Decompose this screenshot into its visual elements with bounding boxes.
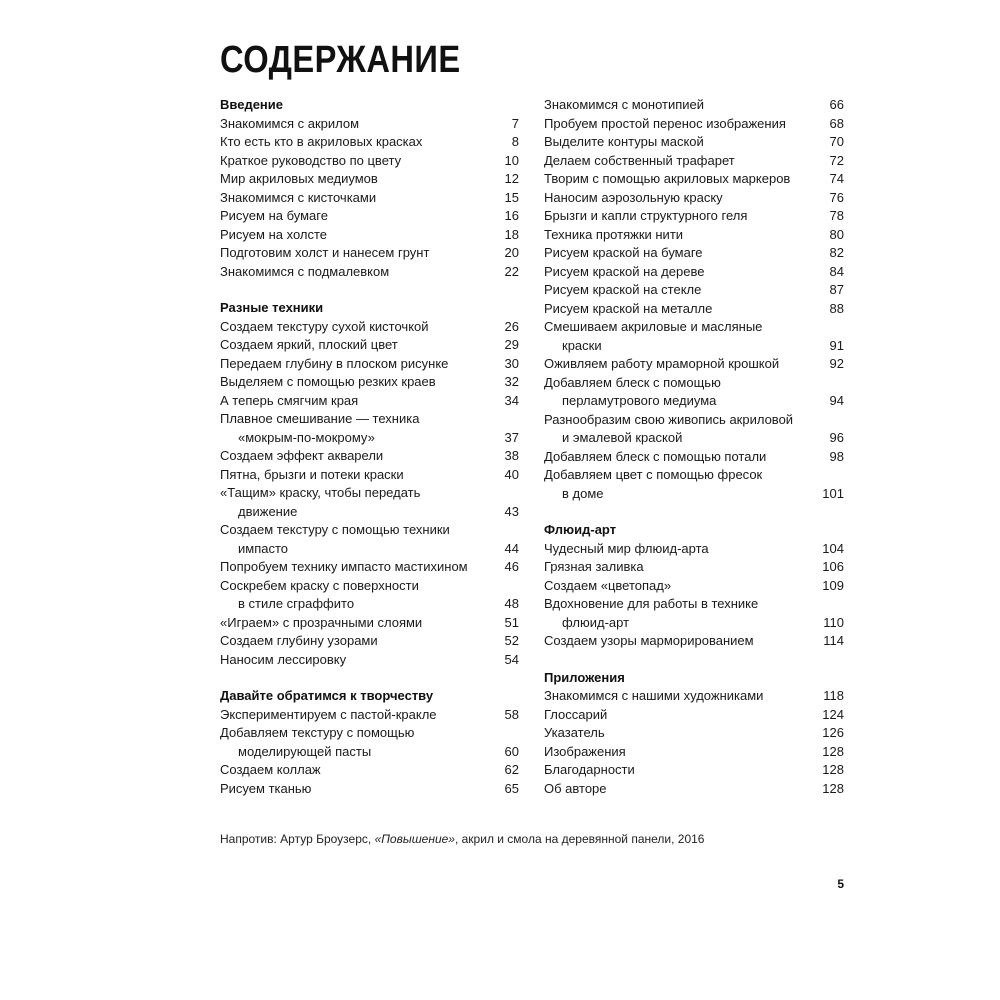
section-heading: Приложения	[544, 669, 625, 685]
toc-section	[544, 96, 844, 503]
toc-entry-line: Создаем эффект акварели	[220, 448, 384, 463]
toc-entry[interactable]	[220, 466, 519, 485]
toc-entry[interactable]	[220, 152, 519, 171]
toc-entry[interactable]	[220, 392, 519, 411]
toc-page-number: 70	[829, 134, 844, 149]
toc-entry-title	[220, 410, 419, 447]
toc-entry-title	[544, 558, 644, 577]
toc-entry[interactable]	[220, 761, 519, 780]
toc-entry[interactable]	[544, 226, 844, 245]
toc-entry-line: Разнообразим свою живопись акриловой	[544, 411, 794, 427]
toc-entry-line: Знакомимся с кисточками	[220, 189, 377, 205]
toc-entry-title	[220, 761, 321, 780]
toc-page-number: 8	[511, 134, 519, 149]
toc-page-number: 124	[822, 706, 844, 722]
toc-entry-line: Добавляем блеск с помощью потали	[544, 448, 767, 464]
toc-page-number: 98	[829, 448, 844, 464]
toc-entry[interactable]	[220, 263, 519, 282]
section-heading: Давайте обратимся к творчеству	[220, 688, 434, 703]
toc-entry[interactable]	[544, 577, 844, 596]
page-number: 5	[837, 877, 844, 891]
toc-entry[interactable]	[220, 724, 519, 761]
toc-entry[interactable]	[544, 244, 844, 263]
toc-entry-title	[220, 466, 404, 485]
caption-prefix: Напротив: Артур Броузерс,	[220, 832, 375, 846]
toc-page-number: 76	[829, 189, 844, 205]
toc-entry[interactable]	[544, 207, 844, 226]
toc-page-number: 84	[829, 263, 844, 279]
toc-entry[interactable]	[544, 687, 844, 706]
toc-entry-title	[220, 318, 429, 337]
toc-page-number: 52	[504, 633, 519, 648]
toc-entry-title	[220, 189, 376, 208]
toc-entry-line: Передаем глубину в плоском рисунке	[220, 355, 449, 371]
toc-entry-line: Об авторе	[544, 780, 607, 796]
toc-entry-title	[544, 281, 701, 300]
toc-entry-line: Выделяем с помощью резких краев	[220, 374, 436, 389]
toc-entry-line: «Тащим» краску, чтобы передать	[220, 485, 421, 500]
toc-entry-title	[220, 336, 398, 355]
toc-entry[interactable]	[544, 115, 844, 134]
toc-page-number: 7	[511, 115, 519, 131]
toc-page-number: 46	[504, 559, 519, 574]
toc-page-number: 54	[504, 651, 519, 667]
toc-entry-title	[220, 651, 346, 670]
toc-entry[interactable]	[220, 336, 519, 355]
toc-page-number: 58	[504, 706, 519, 722]
toc-entry-line: Создаем «цветопад»	[544, 577, 672, 593]
toc-entry-line: Кто есть кто в акриловых красках	[220, 134, 423, 149]
toc-section	[544, 669, 844, 799]
toc-entry-title	[544, 724, 605, 743]
toc-entry-line-continued: импасто	[238, 540, 289, 556]
toc-section	[220, 299, 519, 669]
toc-entry[interactable]	[544, 540, 844, 559]
toc-entry-line: Брызги и капли структурного геля	[544, 208, 748, 223]
toc-entry-title	[544, 448, 766, 467]
toc-page-number: 40	[504, 466, 519, 482]
toc-entry-title	[220, 152, 401, 171]
toc-page-number: 128	[822, 762, 844, 777]
toc-entry-title	[220, 207, 328, 226]
toc-entry-line: Попробуем технику импасто мастихином	[220, 559, 468, 574]
figure-caption	[220, 832, 704, 846]
toc-entry-line: Добавляем текстуру с помощью	[220, 725, 415, 740]
toc-page-number: 32	[504, 374, 519, 389]
toc-entry-line: Создаем узоры марморированием	[544, 633, 754, 648]
toc-entry-line: Экспериментируем с пастой-кракле	[220, 706, 437, 722]
toc-entry-title	[544, 595, 758, 632]
toc-entry-line: Наносим аэрозольную краску	[544, 189, 723, 205]
toc-entry-line: Выделите контуры маской	[544, 134, 704, 149]
toc-entry-line: Вдохновение для работы в технике	[544, 596, 759, 611]
toc-entry-title	[544, 466, 762, 503]
toc-page-number: 114	[823, 633, 844, 648]
toc-page-number: 15	[504, 189, 519, 205]
toc-entry[interactable]	[544, 374, 844, 411]
toc-entry-line-continued: в доме	[562, 485, 604, 501]
toc-entry[interactable]	[220, 651, 519, 670]
toc-entry-title	[220, 521, 450, 558]
toc-entry[interactable]	[220, 373, 519, 392]
toc-entry[interactable]	[220, 447, 519, 466]
toc-page-number: 16	[504, 208, 519, 223]
toc-entry-title	[544, 374, 721, 411]
toc-page-number: 128	[822, 780, 844, 796]
toc-entry-title	[544, 207, 747, 226]
toc-entry[interactable]	[220, 226, 519, 245]
toc-page-number: 62	[504, 762, 519, 777]
toc-entry[interactable]	[544, 133, 844, 152]
toc-page-number: 10	[504, 152, 519, 168]
toc-page-number: 106	[822, 559, 844, 574]
toc-entry-line: Создаем яркий, плоский цвет	[220, 337, 398, 352]
toc-entry-title	[544, 577, 671, 596]
toc-entry-line: Знакомимся с подмалевком	[220, 263, 390, 279]
toc-entry[interactable]	[220, 706, 519, 725]
toc-entry-title	[544, 632, 754, 651]
toc-entry[interactable]	[220, 780, 519, 799]
toc-entry[interactable]	[544, 466, 844, 503]
toc-entry[interactable]	[220, 244, 519, 263]
toc-entry-title	[220, 780, 311, 799]
toc-entry-line: Рисуем на холсте	[220, 226, 328, 242]
toc-entry-line: Грязная заливка	[544, 559, 644, 574]
toc-entry-title	[544, 706, 607, 725]
toc-entry-title	[544, 743, 626, 762]
toc-entry-title	[544, 540, 709, 559]
toc-entry-title	[220, 244, 429, 263]
toc-entry[interactable]	[544, 96, 844, 115]
toc-entry[interactable]	[544, 761, 844, 780]
section-heading: Флюид-арт	[544, 522, 617, 537]
toc-entry-title	[544, 133, 704, 152]
toc-page-number: 43	[504, 503, 519, 519]
toc-entry-line: Создаем глубину узорами	[220, 633, 378, 648]
toc-page-number: 109	[822, 577, 844, 593]
toc-entry[interactable]	[544, 706, 844, 725]
toc-entry-line: Подготовим холст и нанесем грунт	[220, 245, 430, 260]
toc-entry-line-continued: краски	[562, 337, 602, 353]
toc-entry-line-continued: моделирующей пасты	[238, 743, 372, 759]
toc-entry-title	[544, 300, 712, 319]
toc-entry-line: Знакомимся с акрилом	[220, 115, 360, 131]
toc-entry[interactable]	[220, 521, 519, 558]
toc-entry-line: Рисуем на бумаге	[220, 208, 328, 223]
toc-entry-title	[544, 226, 683, 245]
toc-entry-title	[220, 724, 414, 761]
toc-entry-line-continued: «мокрым-по-мокрому»	[238, 429, 375, 445]
toc-entry-line: Плавное смешивание — техника	[220, 411, 420, 426]
toc-entry[interactable]	[544, 595, 844, 632]
toc-page-number: 92	[829, 356, 844, 371]
toc-entry-line-continued: перламутрового медиума	[562, 393, 717, 408]
toc-page-number: 29	[504, 337, 519, 352]
toc-entry[interactable]	[544, 558, 844, 577]
toc-entry-title	[220, 577, 419, 614]
toc-page-number: 12	[504, 171, 519, 186]
toc-entry-line: Глоссарий	[544, 706, 608, 722]
toc-entry[interactable]	[544, 300, 844, 319]
toc-section	[544, 521, 844, 651]
toc-entry-line: Создаем коллаж	[220, 762, 321, 777]
toc-entry-title	[220, 373, 436, 392]
toc-page-number: 38	[504, 448, 519, 463]
toc-page-number: 110	[823, 614, 844, 630]
toc-section	[220, 96, 519, 281]
toc-entry-title	[220, 484, 420, 521]
toc-entry-line: Создаем текстуру сухой кисточкой	[220, 318, 429, 334]
toc-entry-title	[544, 355, 779, 374]
toc-entry[interactable]	[544, 411, 844, 448]
toc-entry-title	[544, 263, 704, 282]
toc-entry-title	[544, 411, 793, 448]
toc-left-column	[220, 96, 519, 816]
toc-page-number: 94	[829, 393, 844, 408]
toc-page-number: 51	[504, 614, 519, 630]
toc-entry[interactable]	[220, 632, 519, 651]
toc-entry[interactable]	[544, 355, 844, 374]
toc-page-number: 78	[829, 208, 844, 223]
toc-entry-line: Благодарности	[544, 762, 635, 777]
page-title: СОДЕРЖАНИЕ	[220, 39, 461, 81]
toc-page-number: 87	[829, 282, 844, 297]
toc-page-number: 126	[822, 725, 844, 740]
toc-entry-title	[544, 780, 607, 799]
toc-page-number: 91	[829, 337, 844, 353]
toc-page-number: 128	[822, 743, 844, 759]
toc-section	[220, 687, 519, 798]
toc-page-number: 34	[504, 392, 519, 408]
caption-work-title: «Повышение»	[374, 832, 455, 846]
toc-page-number: 68	[829, 115, 844, 131]
toc-entry[interactable]	[544, 632, 844, 651]
toc-page-number: 104	[822, 540, 844, 556]
toc-entry-line: Мир акриловых медиумов	[220, 171, 378, 186]
toc-entry-line: А теперь смягчим края	[220, 392, 359, 408]
toc-entry[interactable]	[544, 780, 844, 799]
toc-page-number: 96	[829, 430, 844, 445]
toc-page-number: 88	[829, 300, 844, 316]
toc-entry-line: Оживляем работу мраморной крошкой	[544, 356, 780, 371]
toc-page-number: 82	[829, 245, 844, 260]
toc-page-number: 37	[504, 429, 519, 445]
toc-entry-title	[220, 392, 358, 411]
toc-entry-title	[220, 706, 437, 725]
toc-entry[interactable]	[544, 281, 844, 300]
toc-entry[interactable]	[544, 170, 844, 189]
toc-entry[interactable]	[220, 558, 519, 577]
toc-entry-line: «Играем» с прозрачными слоями	[220, 614, 423, 630]
toc-entry[interactable]	[544, 189, 844, 208]
toc-entry-line: Пробуем простой перенос изображения	[544, 115, 786, 131]
toc-entry-line-continued: флюид-арт	[562, 614, 630, 630]
toc-entry[interactable]	[544, 448, 844, 467]
toc-entry-line: Указатель	[544, 725, 605, 740]
toc-entry-title	[220, 115, 359, 134]
toc-page-number: 22	[504, 263, 519, 279]
toc-entry-title	[544, 244, 703, 263]
caption-suffix: , акрил и смола на деревянной панели, 2016	[454, 832, 705, 846]
toc-page-number: 101	[822, 485, 844, 501]
toc-entry[interactable]	[544, 152, 844, 171]
section-heading: Разные техники	[220, 300, 324, 315]
toc-entry-line: Рисуем тканью	[220, 780, 312, 796]
toc-entry-line: Делаем собственный трафарет	[544, 152, 735, 168]
toc-entry[interactable]	[544, 318, 844, 355]
toc-page-number: 20	[504, 245, 519, 260]
toc-entry-line-continued: и эмалевой краской	[562, 430, 683, 445]
toc-entry-title	[544, 687, 763, 706]
toc-right-column	[544, 96, 844, 816]
toc-entry-title	[544, 96, 704, 115]
section-heading: Введение	[220, 97, 283, 112]
toc-page-number: 118	[823, 688, 844, 703]
toc-entry-line: Наносим лессировку	[220, 651, 347, 667]
toc-entry[interactable]	[220, 207, 519, 226]
toc-entry-line: Рисуем краской на металле	[544, 300, 713, 316]
toc-entry-title	[220, 447, 383, 466]
toc-entry[interactable]	[220, 318, 519, 337]
toc-entry-line: Знакомимся с нашими художниками	[544, 688, 764, 703]
toc-entry-title	[220, 133, 422, 152]
toc-entry-line: Создаем текстуру с помощью техники	[220, 522, 450, 537]
toc-page-number: 74	[829, 171, 844, 186]
toc-page-number: 65	[504, 780, 519, 796]
toc-entry-title	[220, 226, 327, 245]
toc-entry-line: Пятна, брызги и потеки краски	[220, 466, 404, 482]
toc-page-number: 48	[504, 596, 519, 611]
toc-entry-title	[220, 355, 448, 374]
toc-entry-line: Смешиваем акриловые и масляные	[544, 319, 763, 334]
toc-entry[interactable]	[220, 484, 519, 521]
toc-page-number: 72	[829, 152, 844, 168]
toc-entry[interactable]	[544, 263, 844, 282]
toc-entry-title	[544, 318, 762, 355]
toc-entry-line: Рисуем краской на дереве	[544, 263, 705, 279]
toc-entry[interactable]	[220, 614, 519, 633]
toc-entry[interactable]	[220, 115, 519, 134]
toc-entry[interactable]	[544, 743, 844, 762]
toc-entry-line: Соскребем краску с поверхности	[220, 577, 419, 593]
toc-page-number: 80	[829, 226, 844, 242]
toc-entry-line: Чудесный мир флюид-арта	[544, 540, 709, 556]
toc-entry-title	[220, 170, 378, 189]
toc-entry-line: Техника протяжки нити	[544, 226, 684, 242]
toc-entry[interactable]	[220, 189, 519, 208]
toc-entry-line: Рисуем краской на стекле	[544, 282, 702, 297]
toc-entry-line: Знакомимся с монотипией	[544, 97, 705, 112]
toc-page-number: 44	[504, 540, 519, 556]
toc-page-number: 18	[504, 226, 519, 242]
toc-entry-line: Краткое руководство по цвету	[220, 152, 402, 168]
toc-page-number: 66	[829, 97, 844, 112]
toc-entry-line: Рисуем краской на бумаге	[544, 245, 703, 260]
toc-entry-title	[544, 189, 723, 208]
toc-entry[interactable]	[220, 133, 519, 152]
toc-entry-line-continued: движение	[238, 503, 298, 519]
toc-page-number: 26	[504, 318, 519, 334]
toc-entry[interactable]	[220, 170, 519, 189]
toc-entry-title	[220, 632, 378, 651]
toc-page-number: 60	[504, 743, 519, 759]
toc-entry[interactable]	[220, 355, 519, 374]
toc-entry-line: Добавляем блеск с помощью	[544, 374, 721, 390]
toc-entry-line: Творим с помощью акриловых маркеров	[544, 171, 791, 186]
toc-entry-title	[544, 761, 635, 780]
toc-entry-title	[544, 152, 735, 171]
toc-entry-title	[544, 115, 786, 134]
toc-entry[interactable]	[220, 410, 519, 447]
toc-entry-line: Добавляем цвет с помощью фресок	[544, 467, 763, 482]
toc-page-number: 30	[504, 355, 519, 371]
toc-entry-title	[220, 263, 389, 282]
toc-entry-line-continued: в стиле сграффито	[238, 596, 355, 611]
toc-entry-line: Изображения	[544, 743, 626, 759]
toc-entry[interactable]	[544, 724, 844, 743]
toc-entry-title	[220, 614, 422, 633]
toc-entry[interactable]	[220, 577, 519, 614]
toc-entry-title	[220, 558, 468, 577]
toc-entry-title	[544, 170, 790, 189]
